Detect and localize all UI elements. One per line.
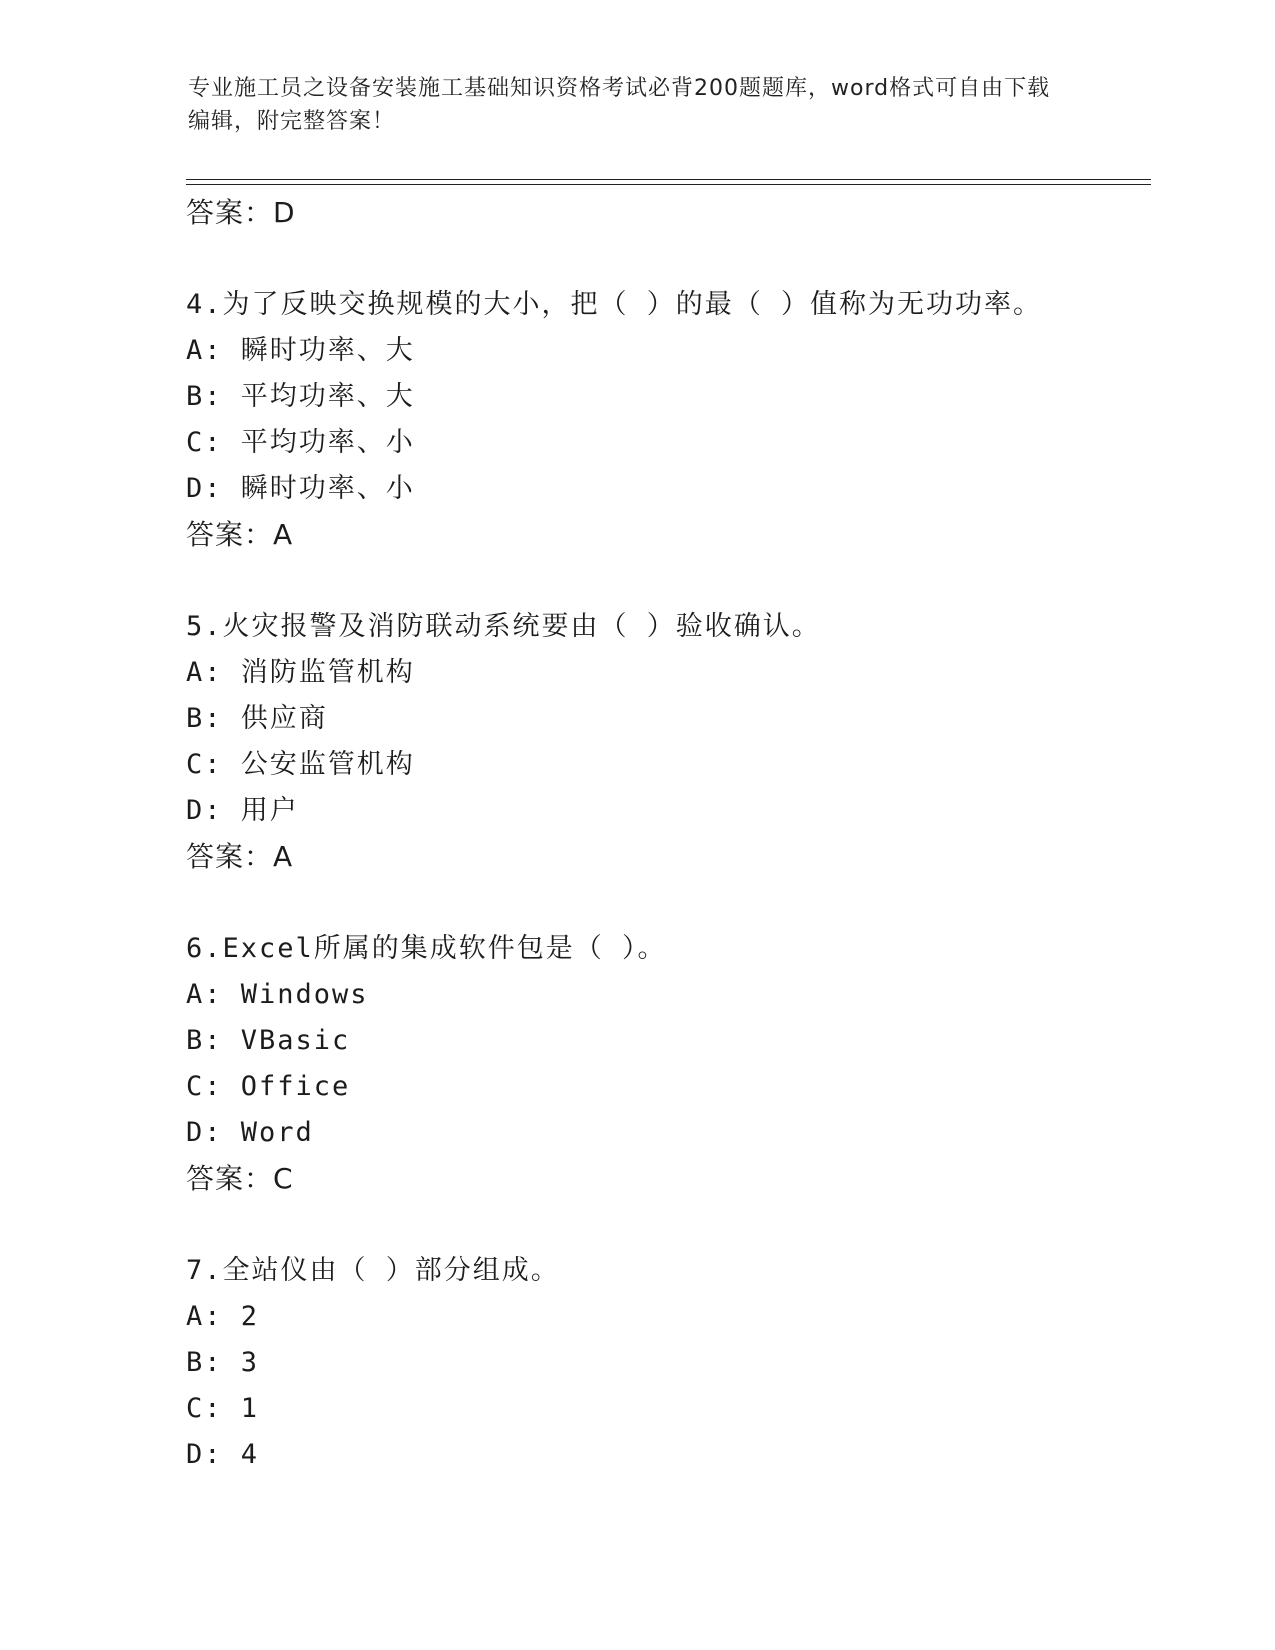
option-b: B: 3	[186, 1347, 260, 1378]
option-a: A: Windows	[186, 979, 369, 1010]
question-text: 5.火灾报警及消防联动系统要由（ ）验收确认。	[186, 611, 821, 642]
question-block	[186, 604, 1146, 880]
option-c: C: 1	[186, 1393, 260, 1424]
option-a: A: 消防监管机构	[186, 657, 415, 688]
document-header: 专业施工员之设备安装施工基础知识资格考试必背200题题库，word格式可自由下载编辑，附完整答案！	[188, 76, 1051, 134]
option-d: D: 4	[186, 1439, 260, 1470]
answer-line: 答案：A	[186, 518, 294, 551]
option-c: C: Office	[186, 1071, 351, 1102]
question-text: 4.为了反映交换规模的大小，把（ ）的最（ ）值称为无功功率。	[186, 289, 1043, 320]
answer-line: 答案：A	[186, 840, 294, 873]
question-block	[186, 926, 1146, 1202]
answer-line: 答案：C	[186, 1162, 294, 1195]
question-block	[186, 1248, 1146, 1478]
question-list	[186, 190, 1146, 1478]
option-d: D: 用户	[186, 795, 299, 826]
option-b: B: 供应商	[186, 703, 328, 734]
question-text: 7.全站仪由（ ）部分组成。	[186, 1255, 560, 1286]
option-b: B: 平均功率、大	[186, 381, 415, 412]
option-b: B: VBasic	[186, 1025, 351, 1056]
answer-line: 答案：D	[186, 196, 296, 229]
header-rule-top	[186, 179, 1151, 180]
question-block	[186, 282, 1146, 558]
option-c: C: 公安监管机构	[186, 749, 415, 780]
option-a: A: 瞬时功率、大	[186, 335, 415, 366]
header-rule-bottom	[186, 184, 1151, 185]
option-a: A: 2	[186, 1301, 260, 1332]
option-d: D: 瞬时功率、小	[186, 473, 415, 504]
option-c: C: 平均功率、小	[186, 427, 415, 458]
option-d: D: Word	[186, 1117, 314, 1148]
question-text: 6.Excel所属的集成软件包是（ ）。	[186, 933, 667, 964]
